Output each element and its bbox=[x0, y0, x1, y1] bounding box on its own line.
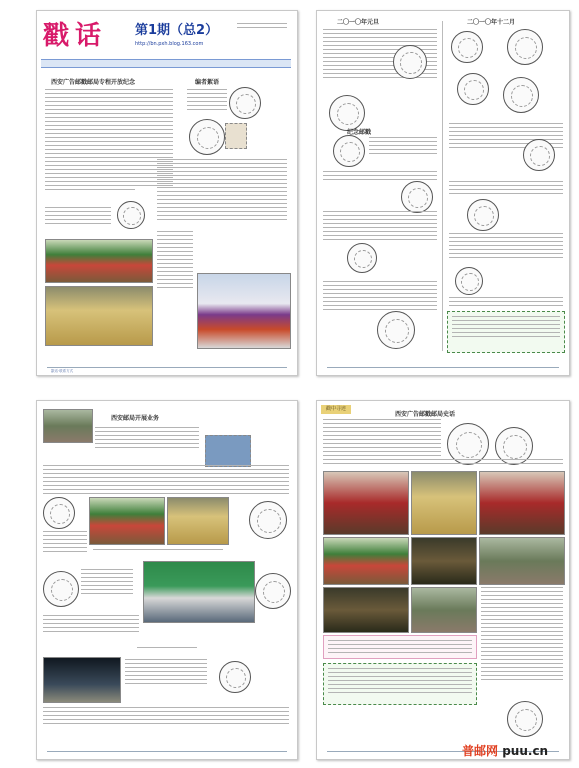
column-divider bbox=[442, 21, 443, 351]
watermark-url[interactable]: puu.cn bbox=[502, 744, 549, 758]
masthead-title: 戳话 bbox=[43, 21, 108, 51]
corner-tag: 戳中寻迹 bbox=[321, 405, 351, 414]
col1-text-b bbox=[369, 137, 437, 157]
heading-left: 西安广告邮戳邮局专程开放纪念 bbox=[51, 79, 136, 86]
photo-courtyard bbox=[479, 471, 565, 535]
postmark-stamp bbox=[457, 73, 489, 105]
photo-post-office-1 bbox=[89, 497, 165, 545]
postmark-stamp bbox=[329, 95, 365, 131]
photo-plaque bbox=[411, 471, 477, 535]
footer-text: 戳话·联系方式 bbox=[51, 369, 74, 373]
masthead-bar bbox=[41, 59, 291, 68]
notice-box bbox=[323, 663, 477, 705]
heading-top: 西安广告邮戳邮局史话 bbox=[395, 411, 456, 418]
postmark-stamp bbox=[117, 201, 145, 229]
postmark-stamp bbox=[455, 267, 483, 295]
photo-opening-ceremony bbox=[143, 561, 255, 623]
article-text-top bbox=[95, 427, 199, 451]
postmark-stamp bbox=[43, 571, 79, 607]
postmark-stamp bbox=[189, 119, 225, 155]
postmark-stamp bbox=[401, 181, 433, 213]
article-text-bottom bbox=[125, 659, 207, 687]
page-footer bbox=[47, 751, 287, 756]
postmark-stamp bbox=[507, 701, 543, 737]
postage-stamp bbox=[225, 123, 247, 149]
photo-interior bbox=[411, 537, 477, 585]
postmark-stamp bbox=[507, 29, 543, 65]
article-text-right bbox=[481, 587, 563, 683]
photo-post-office-sign bbox=[45, 286, 153, 346]
article-text-right-top bbox=[187, 89, 227, 113]
postmark-stamp bbox=[347, 243, 377, 273]
article-text-right bbox=[157, 159, 287, 223]
postmark-stamp bbox=[523, 139, 555, 171]
article-text-left bbox=[45, 89, 173, 193]
photo-trees bbox=[479, 537, 565, 585]
photo-street bbox=[411, 587, 477, 633]
article-text-top bbox=[323, 419, 441, 459]
article-text-left-2 bbox=[45, 207, 111, 227]
photo-street-night bbox=[323, 587, 409, 633]
heading-top: 西安邮局开展业务 bbox=[111, 415, 160, 422]
postmark-stamp bbox=[229, 87, 261, 119]
page-footer bbox=[327, 367, 559, 372]
postage-stamp-plane bbox=[205, 435, 251, 467]
photo-post-office-front bbox=[45, 239, 153, 283]
newsletter-page-3 bbox=[36, 400, 298, 760]
article-text-full bbox=[323, 459, 563, 467]
heading-col1: 二〇一〇年元旦 bbox=[337, 19, 380, 26]
watermark-brand: 普邮网 bbox=[462, 744, 499, 758]
issue-label: 第1期（总2） bbox=[135, 23, 219, 38]
highlight-box bbox=[323, 635, 477, 659]
col2-text-c bbox=[449, 233, 563, 261]
col2-text-b bbox=[449, 181, 563, 197]
photo-landscape bbox=[43, 409, 93, 443]
photo-old-building bbox=[323, 471, 409, 535]
postmark-stamp bbox=[377, 311, 415, 349]
postmark-stamp bbox=[503, 77, 539, 113]
article-text-right-narrow bbox=[157, 231, 193, 291]
newsletter-page-1 bbox=[36, 10, 298, 376]
heading-right: 编者絮语 bbox=[195, 79, 220, 86]
article-text-footer bbox=[43, 707, 289, 727]
photo-building-night bbox=[43, 657, 121, 703]
site-watermark bbox=[462, 742, 548, 759]
postmark-stamp bbox=[451, 31, 483, 63]
contact-box bbox=[447, 311, 565, 353]
postmark-stamp bbox=[219, 661, 251, 693]
photo-post-office-1 bbox=[323, 537, 409, 585]
col2-text-d bbox=[449, 297, 563, 309]
postmark-stamp bbox=[393, 45, 427, 79]
website-link[interactable]: http://bn.pxh.blog.163.com bbox=[135, 41, 204, 47]
postmark-stamp bbox=[467, 199, 499, 231]
heading-col1-b: 纪念邮戳 bbox=[347, 129, 372, 136]
heading-col2: 二〇一〇年十二月 bbox=[467, 19, 516, 26]
postmark-stamp bbox=[333, 135, 365, 167]
article-text-mid2 bbox=[43, 615, 139, 635]
article-text-left bbox=[43, 531, 87, 555]
newsletter-page-4 bbox=[316, 400, 570, 760]
newsletter-page-2 bbox=[316, 10, 570, 376]
article-text-mid bbox=[81, 569, 133, 597]
page-footer bbox=[47, 367, 287, 372]
photo-sculpture bbox=[197, 273, 291, 349]
col1-text-d bbox=[323, 211, 437, 243]
postmark-stamp bbox=[249, 501, 287, 539]
photo-post-office-2 bbox=[167, 497, 229, 545]
article-text-full bbox=[43, 465, 289, 497]
postmark-stamp bbox=[255, 573, 291, 609]
col1-text-e bbox=[323, 281, 437, 313]
postmark-stamp bbox=[43, 497, 75, 529]
